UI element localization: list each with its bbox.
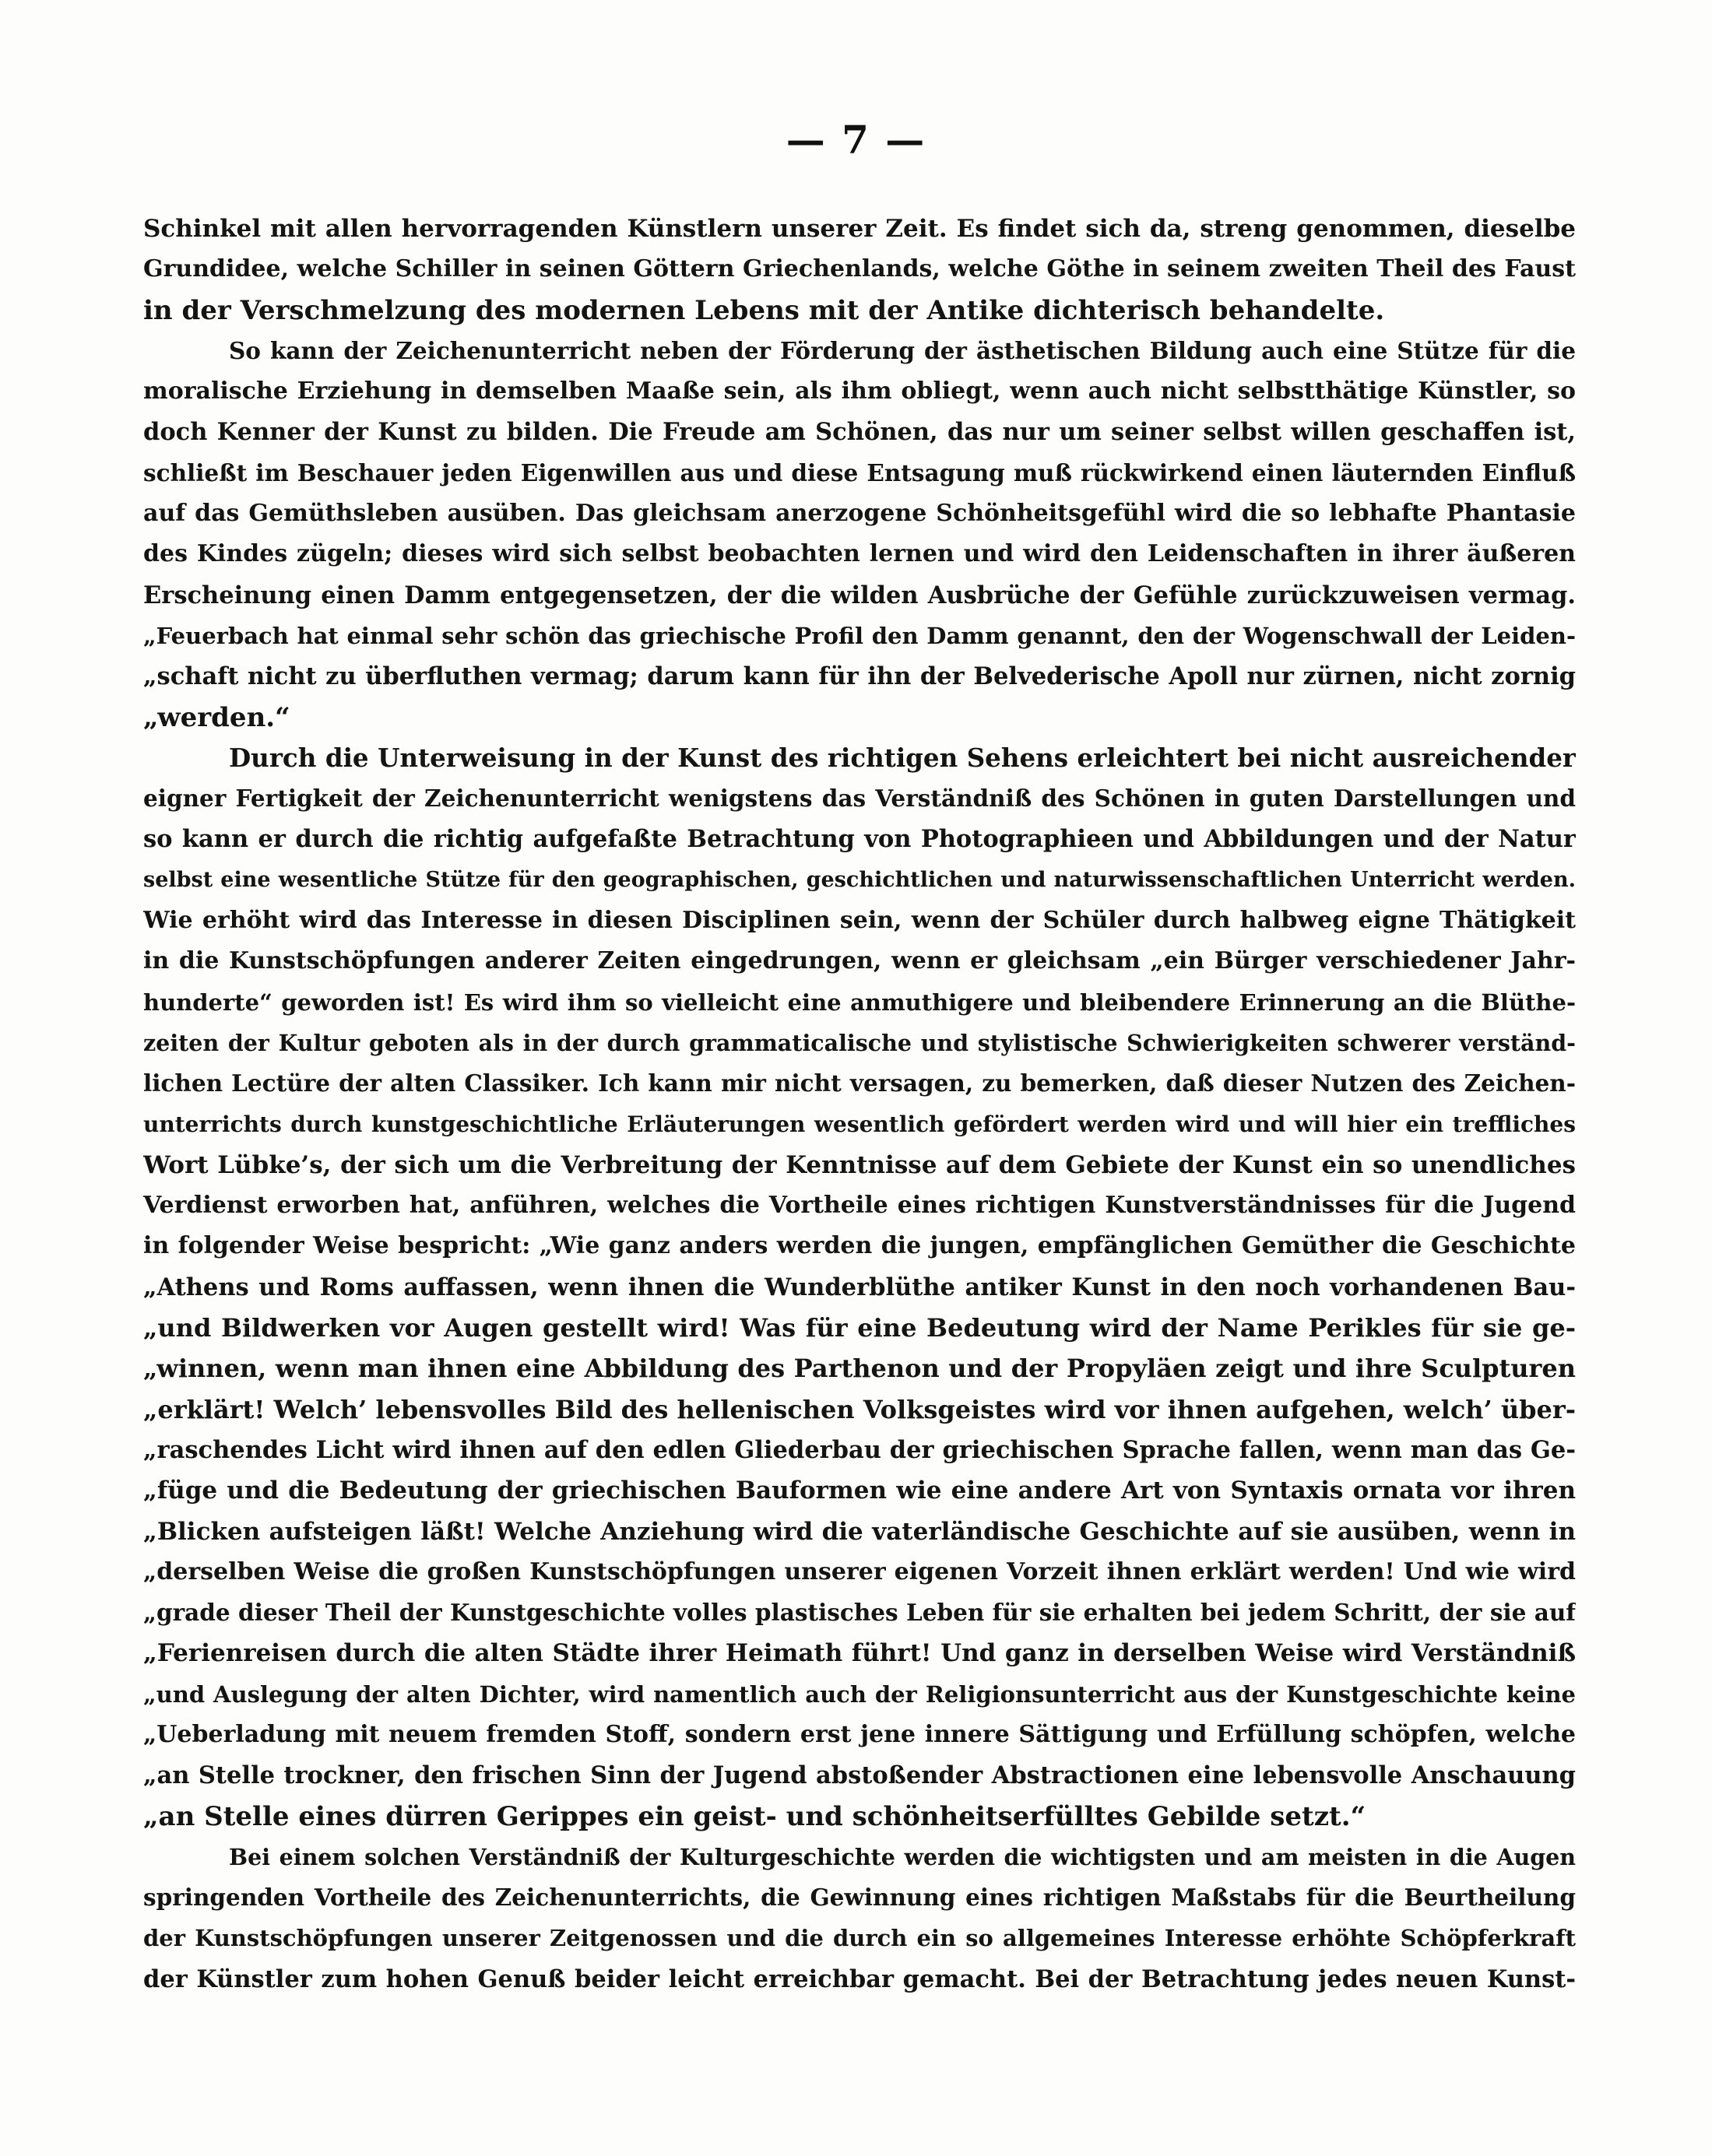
text-line: so kann er durch die richtig aufgefaßte Betrachtung von Photographieen und Abbildungen und der Natur: [143, 825, 1576, 854]
text-line: eigner Fertigkeit der Zeichenunterricht wenigstens das Verständniß des Schönen in guten Darstellungen und: [143, 785, 1576, 813]
text-line: springenden Vortheile des Zeichenunterrichts, die Gewinnung eines richtigen Maßstabs für die Beurtheilung: [143, 1884, 1576, 1912]
text-line: der Künstler zum hohen Genuß beider leicht erreichbar gemacht. Bei der Betrachtung jedes neuen Kunst-: [143, 1965, 1576, 1993]
text-line: „und Bildwerken vor Augen gestellt wird! Was für eine Bedeutung wird der Name Perikles für sie ge-: [143, 1313, 1576, 1343]
text-line: „Ueberladung mit neuem fremden Stoff, sondern erst jene innere Sättigung und Erfüllung schöpfen, welche: [143, 1720, 1576, 1748]
text-line: „erklärt! Welch’ lebensvolles Bild des hellenischen Volksgeistes wird vor ihnen aufgehen, welch’ über-: [143, 1394, 1576, 1424]
text-line: Verdienst erworben hat, anführen, welches die Vortheile eines richtigen Kunstverständnisses für die Jugend: [143, 1192, 1576, 1220]
text-line: „Blicken aufsteigen läßt! Welche Anziehung wird die vaterländische Geschichte auf sie ausüben, wenn in: [143, 1517, 1576, 1546]
text-line: auf das Gemüthsleben ausüben. Das gleichsam anerzogene Schönheitsgefühl wird die so lebhafte Phantasie: [143, 500, 1576, 528]
text-line: „derselben Weise die großen Kunstschöpfungen unserer eigenen Vorzeit ihnen erklärt werden! Und wie wird: [143, 1557, 1576, 1585]
text-line: hunderte“ geworden ist! Es wird ihm so vielleicht eine anmuthigere und bleibendere Erinnerung an die Blüthe-: [143, 988, 1576, 1016]
text-line: „Feuerbach hat einmal sehr schön das griechische Profil den Damm genannt, den der Wogenschwall der Leiden-: [143, 622, 1576, 649]
body-text: [143, 209, 1576, 2000]
text-line: „grade dieser Theil der Kunstgeschichte volles plastisches Leben für sie erhalten bei jedem Schritt, der sie auf: [143, 1599, 1576, 1627]
text-line: Wort Lübke’s, der sich um die Verbreitung der Kenntnisse auf dem Gebiete der Kunst ein so unendliches: [143, 1150, 1576, 1179]
text-line: der Kunstschöpfungen unserer Zeitgenossen und die durch ein so allgemeines Interesse erhöhte Schöpferkraft: [143, 1925, 1576, 1952]
text-line: in folgender Weise bespricht: „Wie ganz anders werden die jungen, empfänglichen Gemüther die Geschichte: [143, 1232, 1576, 1260]
text-line: des Kindes zügeln; dieses wird sich selbst beobachten lernen und wird den Leidenschaften in ihrer äußeren: [143, 540, 1576, 568]
text-line: schließt im Beschauer jeden Eigenwillen aus und diese Entsagung muß rückwirkend einen läuternden Einfluß: [143, 458, 1576, 486]
text-line: So kann der Zeichenunterricht neben der Förderung der ästhetischen Bildung auch eine Stütze für die: [229, 336, 1576, 364]
text-line: Bei einem solchen Verständniß der Kulturgeschichte werden die wichtigsten und am meisten in die Augen: [229, 1843, 1576, 1870]
text-line: „an Stelle trockner, den frischen Sinn der Jugend abstoßender Abstractionen eine lebensvolle Anschauung: [143, 1761, 1576, 1790]
text-line: moralische Erziehung in demselben Maaße sein, als ihm obliegt, wenn auch nicht selbstthätige Künstler, so: [143, 377, 1576, 406]
text-line: Grundidee, welche Schiller in seinen Göttern Griechenlands, welche Göthe in seinem zweiten Theil des Faust: [143, 255, 1576, 283]
text-line: „werden.“: [143, 701, 290, 733]
text-line: Erscheinung einen Damm entgegensetzen, der die wilden Ausbrüche der Gefühle zurückzuweisen vermag.: [143, 581, 1576, 609]
text-line: „Ferienreisen durch die alten Städte ihrer Heimath führt! Und ganz in derselben Weise wird Verständniß: [143, 1639, 1576, 1668]
text-line: „an Stelle eines dürren Gerippes ein geist- und schönheitserfülltes Gebilde setzt.“: [143, 1800, 1366, 1832]
text-line: Durch die Unterweisung in der Kunst des richtigen Sehens erleichtert bei nicht ausreichender: [229, 742, 1576, 773]
text-line: „und Auslegung der alten Dichter, wird namentlich auch der Religionsunterricht aus der Kunstgeschichte keine: [143, 1680, 1576, 1708]
text-line: zeiten der Kultur geboten als in der durch grammaticalische und stylistische Schwierigkeiten schwerer verständ-: [143, 1029, 1576, 1056]
page-number: — 7 —: [786, 117, 926, 163]
text-line: in der Verschmelzung des modernen Lebens mit der Antike dichterisch behandelte.: [143, 294, 1385, 326]
text-line: „winnen, wenn man ihnen eine Abbildung des Parthenon und der Propyläen zeigt und ihre Sculpturen: [143, 1354, 1576, 1384]
text-line: Wie erhöht wird das Interesse in diesen Disciplinen sein, wenn der Schüler durch halbweg eigne Thätigkeit: [143, 907, 1576, 935]
text-line: selbst eine wesentliche Stütze für den geographischen, geschichtlichen und naturwissenschaftlichen Unterricht werden.: [143, 867, 1576, 892]
text-line: lichen Lectüre der alten Classiker. Ich kann mir nicht versagen, zu bemerken, daß dieser Nutzen des Zeichen-: [143, 1069, 1576, 1097]
text-line: in die Kunstschöpfungen anderer Zeiten eingedrungen, wenn er gleichsam „ein Bürger verschiedener Jahr-: [143, 947, 1576, 975]
text-line: „schaft nicht zu überfluthen vermag; darum kann für ihn der Belvederische Apoll nur zürnen, nicht zornig: [143, 662, 1576, 691]
text-line: unterrichts durch kunstgeschichtliche Erläuterungen wesentlich gefördert werden wird und will hier ein treffliches: [143, 1111, 1576, 1137]
text-line: „füge und die Bedeutung der griechischen Bauformen wie eine andere Art von Syntaxis ornata vor ihren: [143, 1477, 1576, 1505]
text-line: „raschendes Licht wird ihnen auf den edlen Gliederbau der griechischen Sprache fallen, wenn man das Ge-: [143, 1435, 1576, 1464]
text-line: doch Kenner der Kunst zu bilden. Die Freude am Schönen, das nur um seiner selbst willen geschaffen ist,: [143, 418, 1576, 447]
text-line: „Athens und Roms auffassen, wenn ihnen die Wunderblüthe antiker Kunst in den noch vorhandenen Bau-: [143, 1273, 1576, 1301]
text-line: Schinkel mit allen hervorragenden Künstlern unserer Zeit. Es findet sich da, streng genommen, dieselbe: [143, 215, 1576, 243]
